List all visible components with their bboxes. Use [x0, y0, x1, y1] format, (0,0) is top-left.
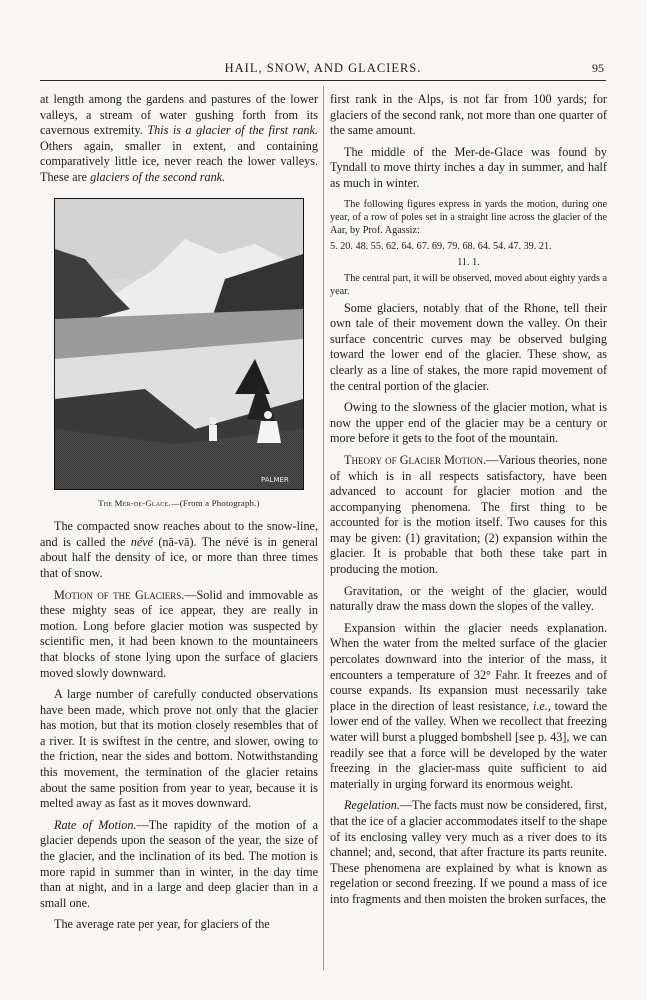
paragraph: Expansion within the glacier needs explanation. When the water from the melted surface of the glacier percolates downward into the interior of the mass, it encounters a temperature of 32° Fahr. It freezes and of course expands. Its expansion must necessarily take place in the direction of least resistance, i.e., toward the lower end of the valley. When we recollect that freezing water will burst a plugged bombshell [see p. 43], we can readily see that a force will be developed by the water freezing in the glacier-mass quite sufficient to aid materially in urging forward its enormous weight. — [330, 620, 608, 791]
paragraph: Motion of the Glaciers.—Solid and immovable as these mighty seas of ice appear, they are really in motion. Long before glacier motion was suspected by scientific men, it had been known to the mountaineers that blocks of stone lying upon the surface of glaciers moved slowly downward. — [40, 587, 318, 680]
paragraph: first rank in the Alps, is not far from 100 yards; for glaciers of the second rank, not more than one quarter of the same amount. — [330, 92, 607, 138]
measurement-figures: 5. 20. 48. 55. 62. 64. 67. 69. 79. 68. 64. 54. 47. 39. 21. — [330, 240, 552, 252]
right-column — [330, 92, 607, 970]
paragraph: The compacted snow reaches about to the snow-line, and is called the névé (nā-vā). The névé is in general about half the density of ice, or more than three times that of snow. — [40, 519, 319, 580]
paragraph: Some glaciers, notably that of the Rhone, tell their own tale of their movement down the valley. On their surface concentric curves may be observed bulging toward the lower end of the glacier. These show, as clearly as a line of stakes, the more rapid movement of the central portion of the glacier. — [330, 300, 607, 393]
section-heading: Theory of Glacier Motion. — [344, 452, 486, 467]
note-paragraph: The central part, it will be observed, moved about eighty yards a year. — [330, 272, 607, 297]
paragraph: Owing to the slowness of the glacier motion, what is now the upper end of the glacier may be a century or more before it gets to the foot of the mountain. — [330, 400, 607, 446]
section-heading: Motion of the Glaciers. — [54, 587, 185, 602]
paragraph: Regelation.—The facts must now be considered, first, that the ice of a glacier accommodates itself to the shape of its enclosing valley very much as a river does to its channel; and, second, that after fracture its parts reunite. These phenomena are explained by what is known as regelation or second freezing. If we pound a mass of ice into fragments and then moisten the broken surfaces, the — [330, 798, 607, 906]
column-rule — [323, 86, 324, 970]
paragraph: Rate of Motion.—The rapidity of the motion of a glacier depends upon the season of the year, the size of the glacier, and the inclination of its bed. The motion is more rapid in summer than in winter, in the day time than at night, and in a large and deep glacier than in a small one. — [40, 817, 318, 910]
chapter-title: HAIL, SNOW, AND GLACIERS. — [224, 61, 422, 75]
engraver-signature: PALMER — [261, 475, 289, 484]
mer-de-glace-illustration — [54, 198, 304, 490]
paragraph: A large number of carefully conducted observations have been made, which prove not only that the glacier has motion, but that its motion closely resembles that of a river. It is swiftest in the centre, and slower, owing to the friction, near the sides and bottom. Notwithstanding this movement, the termination of the glacier retains about the same position from year to year, because it is melted away as fast as it moves downward. — [40, 687, 318, 811]
paragraph: The average rate per year, for glaciers of the — [54, 917, 270, 932]
figure-caption: The Mer-de-Glace.—(From a Photograph.) — [98, 497, 260, 508]
engraving-image — [55, 199, 303, 489]
paragraph: Gravitation, or the weight of the glacier, would naturally draw the mass down the slopes of the valley. — [330, 583, 607, 614]
running-header — [40, 58, 606, 81]
paragraph: Theory of Glacier Motion.—Various theories, none of which is in all respects satisfactory, have been advanced to account for glacier motion and the accompanying phenomena. The first thing to be accounted for is the motion itself. Two causes for this may be given: (1) gravitation; (2) expansion within the glacier. It is probable that both these take part in producing the motion. — [330, 452, 607, 577]
paragraph: at length among the gardens and pastures of the lower valleys, a stream of water gushing forth from its cavernous extremity. This is a glacier of the first rank. Others again, smaller in extent, and containing comparatively little ice, never reach the lower valleys. These are glaciers of the second rank. — [40, 92, 318, 184]
section-heading: Regelation. — [344, 798, 400, 813]
paragraph: The middle of the Mer-de-Glace was found by Tyndall to move thirty inches a day in summer, and half as much in winter. — [330, 144, 607, 190]
section-heading: Rate of Motion. — [54, 817, 137, 832]
measurement-figures-cont: 11. 1. — [457, 256, 480, 268]
page-number: 95 — [592, 61, 604, 75]
left-column — [40, 92, 318, 970]
note-paragraph: The following figures express in yards the motion, during one year, of a row of poles set in a straight line across the glacier of the Aar, by Prof. Agassiz: — [330, 198, 607, 236]
